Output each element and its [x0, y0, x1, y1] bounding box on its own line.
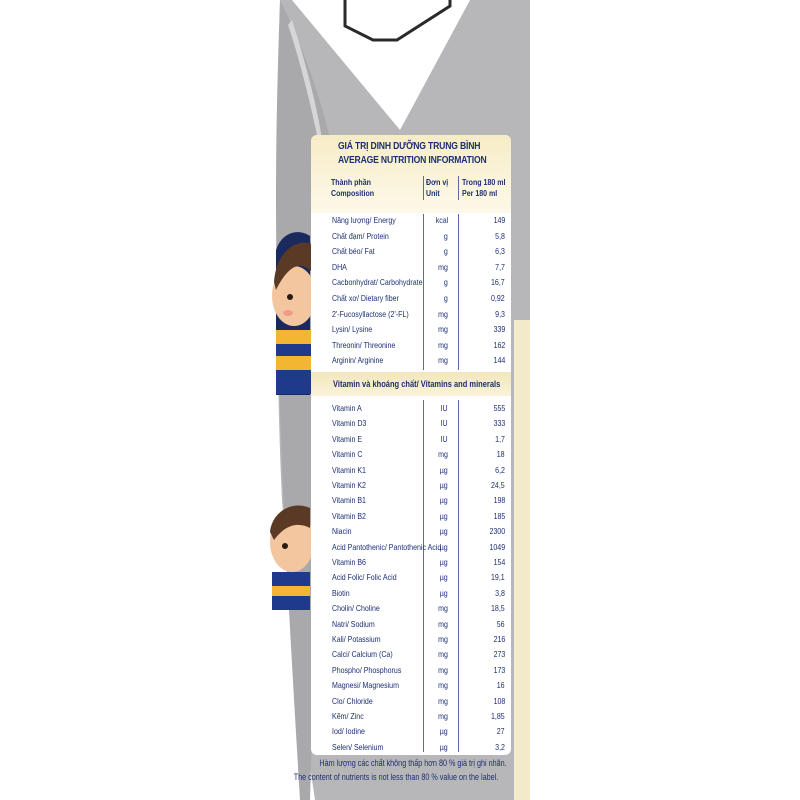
- vitamin-row: [330, 694, 505, 710]
- row-unit: µg: [440, 526, 448, 537]
- row-name: 2'-Fucosyllactose (2'-FL): [332, 308, 409, 319]
- row-name: Vitamin E: [332, 433, 363, 444]
- row-unit: kcal: [435, 215, 448, 225]
- row-value: 216: [493, 634, 505, 644]
- cartoon-boy-icon-1: [272, 232, 316, 395]
- vitamin-row: [330, 416, 505, 432]
- vitamin-row: [330, 647, 505, 663]
- row-name: Selen/ Selenium: [332, 741, 384, 752]
- row-unit: µg: [440, 741, 448, 752]
- row-value: 162: [493, 339, 505, 350]
- vitamin-row: [330, 524, 505, 540]
- nutrient-row: [330, 260, 505, 276]
- vitamin-row: [330, 617, 505, 633]
- row-name: Threonin/ Threonine: [332, 339, 396, 350]
- row-unit: µg: [440, 726, 448, 737]
- row-value: 198: [493, 495, 505, 506]
- row-unit: mg: [438, 649, 448, 660]
- row-name: Vitamin A: [332, 403, 362, 413]
- row-name: Acid Folic/ Folic Acid: [332, 572, 397, 583]
- column-header-unit-vi: Đơn vị: [426, 177, 449, 187]
- row-value: 19,1: [491, 572, 505, 583]
- vitamin-row: [330, 570, 505, 586]
- row-unit: mg: [438, 711, 448, 721]
- row-name: Lysin/ Lysine: [332, 324, 373, 335]
- row-unit: mg: [438, 695, 448, 706]
- row-name: Niacin: [332, 526, 352, 537]
- row-name: Natri/ Sodium: [332, 618, 375, 629]
- nutrient-row: [330, 244, 505, 260]
- row-name: Kẽm/ Zinc: [332, 711, 364, 721]
- header-divider-2: [458, 176, 459, 200]
- column-header-unit-en: Unit: [426, 187, 440, 198]
- nutrient-row: [330, 275, 505, 291]
- row-value: 6,2: [495, 464, 505, 475]
- row-name: Vitamin B2: [332, 510, 366, 521]
- row-value: 3,2: [495, 741, 505, 752]
- row-unit: mg: [438, 355, 448, 366]
- row-unit: mg: [438, 664, 448, 675]
- row-value: 154: [493, 557, 505, 567]
- row-unit: µg: [440, 480, 448, 490]
- row-name: Vitamin D3: [332, 418, 367, 429]
- row-unit: IU: [440, 418, 448, 429]
- row-value: 144: [493, 355, 505, 366]
- row-value: 2300: [489, 526, 505, 537]
- nutrition-title-en: AVERAGE NUTRITION INFORMATION: [338, 155, 487, 166]
- nutrient-row: [330, 307, 505, 323]
- row-name: Acid Pantothenic/ Pantothenic Acid: [332, 541, 442, 552]
- row-value: 555: [493, 403, 505, 413]
- row-name: Chất đạm/ Protein: [332, 230, 389, 241]
- row-unit: µg: [440, 541, 448, 552]
- row-name: Vitamin B6: [332, 557, 366, 567]
- row-name: Vitamin B1: [332, 495, 366, 506]
- row-value: 3,8: [495, 587, 505, 598]
- nutrient-row: [330, 322, 505, 338]
- nutrient-row: [330, 229, 505, 245]
- row-unit: µg: [440, 510, 448, 521]
- row-value: 0,92: [491, 293, 505, 303]
- row-unit: mg: [438, 324, 448, 335]
- row-name: Chất xơ/ Dietary fiber: [332, 293, 399, 303]
- vitamin-row: [330, 478, 505, 494]
- vitamin-row: [330, 493, 505, 509]
- vitamins-section-title: Vitamin và khoáng chất/ Vitamins and minerals: [333, 378, 501, 389]
- row-value: 149: [493, 215, 505, 225]
- row-value: 333: [493, 418, 505, 429]
- row-value: 24,5: [491, 480, 505, 490]
- nutrient-row: [330, 291, 505, 307]
- row-unit: g: [444, 246, 448, 257]
- nutrition-title-vi: GIÁ TRỊ DINH DƯỠNG TRUNG BÌNH: [338, 141, 481, 152]
- row-value: 7,7: [495, 261, 505, 272]
- row-value: 16,7: [491, 277, 505, 288]
- row-unit: g: [444, 293, 448, 303]
- row-value: 6,3: [495, 246, 505, 257]
- row-name: Vitamin C: [332, 449, 363, 460]
- row-value: 185: [493, 510, 505, 521]
- row-value: 56: [497, 618, 505, 629]
- column-header-amount: [462, 177, 505, 198]
- row-value: 27: [497, 726, 505, 737]
- vitamin-row: [330, 586, 505, 602]
- header-divider-1: [423, 176, 424, 200]
- vitamin-row: [330, 555, 505, 571]
- footnote-en: The content of nutrients is not less than 80 % value on the label.: [293, 772, 499, 782]
- row-unit: mg: [438, 680, 448, 691]
- row-name: Arginin/ Arginine: [332, 355, 384, 366]
- row-value: 1,85: [491, 711, 505, 721]
- vitamins-section-header: [311, 372, 511, 396]
- row-name: Chất béo/ Fat: [332, 246, 375, 257]
- row-value: 16: [497, 680, 505, 691]
- vitamin-row: [330, 509, 505, 525]
- row-name: Vitamin K2: [332, 480, 366, 490]
- row-unit: mg: [438, 618, 448, 629]
- footnote-vi: Hàm lượng các chất không thấp hơn 80 % giá trị ghi nhãn.: [319, 758, 507, 768]
- row-unit: µg: [440, 495, 448, 506]
- row-unit: mg: [438, 603, 448, 614]
- row-name: Phospho/ Phosphorus: [332, 664, 402, 675]
- vitamin-row: [330, 601, 505, 617]
- row-value: 18,5: [491, 603, 505, 614]
- nutrient-row: [330, 338, 505, 354]
- row-unit: g: [444, 277, 448, 288]
- row-value: 273: [493, 649, 505, 660]
- row-value: 9,3: [495, 308, 505, 319]
- vitamin-row: [330, 432, 505, 448]
- row-name: Biotin: [332, 587, 350, 598]
- row-name: Năng lượng/ Energy: [332, 215, 396, 225]
- column-header-amount-vi: Trong 180 ml: [462, 177, 506, 187]
- vitamin-row: [330, 678, 505, 694]
- row-unit: µg: [440, 464, 448, 475]
- row-name: Magnesi/ Magnesium: [332, 680, 399, 691]
- row-unit: IU: [440, 433, 448, 444]
- row-unit: g: [444, 230, 448, 241]
- vitamin-row: [330, 401, 505, 417]
- vitamin-row: [330, 463, 505, 479]
- row-name: Cholin/ Choline: [332, 603, 380, 614]
- vitamin-row: [330, 663, 505, 679]
- vitamin-row: [330, 447, 505, 463]
- row-unit: µg: [440, 572, 448, 583]
- row-name: Calci/ Calcium (Ca): [332, 649, 393, 660]
- row-value: 18: [497, 449, 505, 460]
- row-unit: µg: [440, 587, 448, 598]
- row-unit: IU: [440, 403, 448, 413]
- vitamin-row: [330, 540, 505, 556]
- row-value: 108: [493, 695, 505, 706]
- row-value: 1,7: [495, 433, 505, 444]
- row-unit: mg: [438, 449, 448, 460]
- vitamin-row: [330, 709, 505, 725]
- row-unit: µg: [440, 557, 448, 567]
- vitamin-row: [330, 724, 505, 740]
- carton-right-edge: [514, 320, 530, 800]
- row-name: DHA: [332, 261, 347, 272]
- row-unit: mg: [438, 308, 448, 319]
- column-header-composition: [331, 177, 374, 198]
- row-value: 5,8: [495, 230, 505, 241]
- row-value: 173: [493, 664, 505, 675]
- row-unit: mg: [438, 634, 448, 644]
- row-value: 339: [493, 324, 505, 335]
- row-unit: mg: [438, 339, 448, 350]
- row-name: Kali/ Potassium: [332, 634, 381, 644]
- column-header-amount-en: Per 180 ml: [462, 187, 498, 198]
- nutrient-row: [330, 213, 505, 229]
- vitamin-row: [330, 632, 505, 648]
- row-unit: mg: [438, 261, 448, 272]
- vitamin-row: [330, 740, 505, 756]
- row-name: Vitamin K1: [332, 464, 366, 475]
- row-name: Cacbonhydrat/ Carbohydrate: [332, 277, 423, 288]
- column-header-composition-en: Composition: [331, 187, 375, 198]
- row-value: 1049: [489, 541, 505, 552]
- row-name: Iod/ Iodine: [332, 726, 365, 737]
- column-header-composition-vi: Thành phần: [331, 177, 371, 187]
- nutrient-row: [330, 353, 505, 369]
- row-name: Clo/ Chloride: [332, 695, 373, 706]
- column-header-unit: [426, 177, 448, 198]
- cartoon-boy-icon-2: [270, 505, 314, 610]
